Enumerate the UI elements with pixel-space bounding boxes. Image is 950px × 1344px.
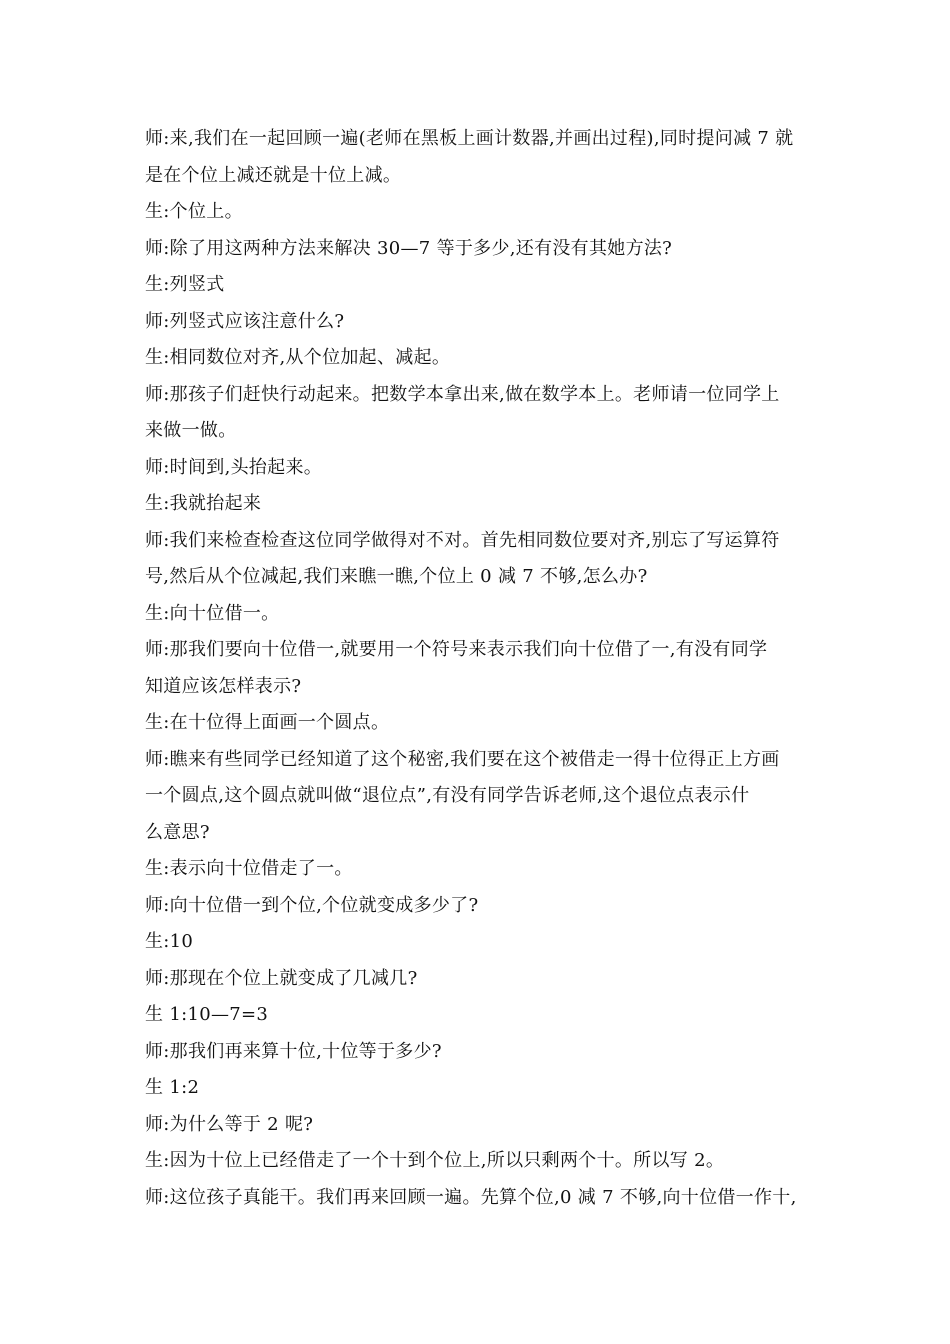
text-line: 师:为什么等于 2 呢? [145,1113,314,1135]
text-line: 生:向十位借一。 [145,602,280,624]
text-line: 师:来,我们在一起回顾一遍(老师在黑板上画计数器,并画出过程),同时提问减 7 就 [145,128,794,149]
text-line: 师:那我们再来算十位,十位等于多少? [145,1040,442,1062]
text-line: 么意思? [145,821,210,843]
text-line: 师:这位孩子真能干。我们再来回顾一遍。先算个位,0 减 7 不够,向十位借一作十, [145,1186,797,1208]
text-line: 生:相同数位对齐,从个位加起、减起。 [145,347,451,368]
text-line: 师:时间到,头抬起来。 [145,456,323,478]
text-line: 来做一做。 [145,420,237,441]
text-line: 生:我就抬起来 [145,493,262,514]
text-line: 师:我们来检查检查这位同学做得对不对。首先相同数位要对齐,别忘了写运算符 [145,529,780,551]
text-line: 生:因为十位上已经借走了一个十到个位上,所以只剩两个十。所以写 2。 [145,1150,725,1171]
document-body [145,121,815,1216]
text-line: 生:表示向十位借走了一。 [145,858,353,879]
text-line: 生:10 [145,931,194,952]
text-line: 生 1:10—7=3 [145,1004,269,1025]
text-line: 师:除了用这两种方法来解决 30—7 等于多少,还有没有其她方法? [145,237,673,259]
text-line: 号,然后从个位减起,我们来瞧一瞧,个位上 0 减 7 不够,怎么办? [145,566,648,587]
text-line: 师:列竖式应该注意什么? [145,310,345,332]
text-line: 师:那现在个位上就变成了几减几? [145,967,418,989]
text-line: 师:那孩子们赶快行动起来。把数学本拿出来,做在数学本上。老师请一位同学上 [145,383,780,405]
text-line: 生 1:2 [145,1077,200,1098]
text-line: 是在个位上减还就是十位上减。 [145,164,402,186]
text-line: 师:瞧来有些同学已经知道了这个秘密,我们要在这个被借走一得十位得正上方画 [145,748,780,770]
text-line: 师:向十位借一到个位,个位就变成多少了? [145,894,479,916]
text-line: 师:那我们要向十位借一,就要用一个符号来表示我们向十位借了一,有没有同学 [145,639,768,660]
text-line: 知道应该怎样表示? [145,675,302,697]
text-line: 生:列竖式 [145,274,225,295]
text-line: 一个圆点,这个圆点就叫做“退位点”,有没有同学告诉老师,这个退位点表示什 [145,785,750,806]
text-line: 生:个位上。 [145,201,243,222]
text-line: 生:在十位得上面画一个圆点。 [145,712,390,733]
